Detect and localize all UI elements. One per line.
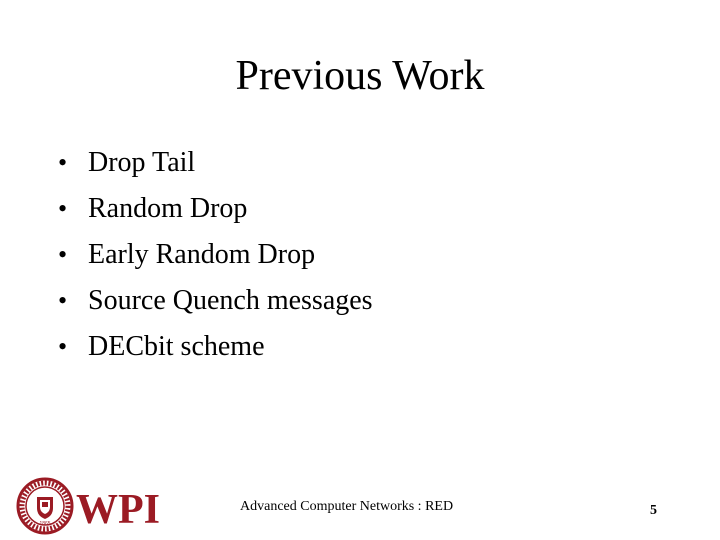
wpi-logo bbox=[16, 477, 162, 535]
wpi-seal-icon bbox=[18, 479, 72, 533]
bullet-item bbox=[58, 186, 373, 232]
slide-title: Previous Work bbox=[235, 53, 485, 99]
bullet-text: DECbit scheme bbox=[88, 331, 265, 362]
bullet-item bbox=[58, 232, 373, 278]
bullet-icon: • bbox=[58, 240, 68, 269]
bullet-item bbox=[58, 278, 373, 324]
bullet-item bbox=[58, 324, 373, 370]
bullet-icon: • bbox=[58, 332, 68, 361]
bullet-list bbox=[58, 140, 373, 370]
seal-year: 1865 bbox=[39, 521, 51, 527]
bullet-item bbox=[58, 140, 373, 186]
page-number: 5 bbox=[650, 503, 657, 518]
bullet-text: Random Drop bbox=[88, 193, 248, 224]
bullet-text: Early Random Drop bbox=[88, 239, 316, 270]
logo-text: WPI bbox=[76, 487, 160, 533]
bullet-text: Source Quench messages bbox=[88, 285, 373, 316]
bullet-text: Drop Tail bbox=[88, 147, 196, 178]
bullet-icon: • bbox=[58, 286, 68, 315]
bullet-icon: • bbox=[58, 148, 68, 177]
bullet-icon: • bbox=[58, 194, 68, 223]
footer-course-title: Advanced Computer Networks : RED bbox=[240, 499, 454, 514]
